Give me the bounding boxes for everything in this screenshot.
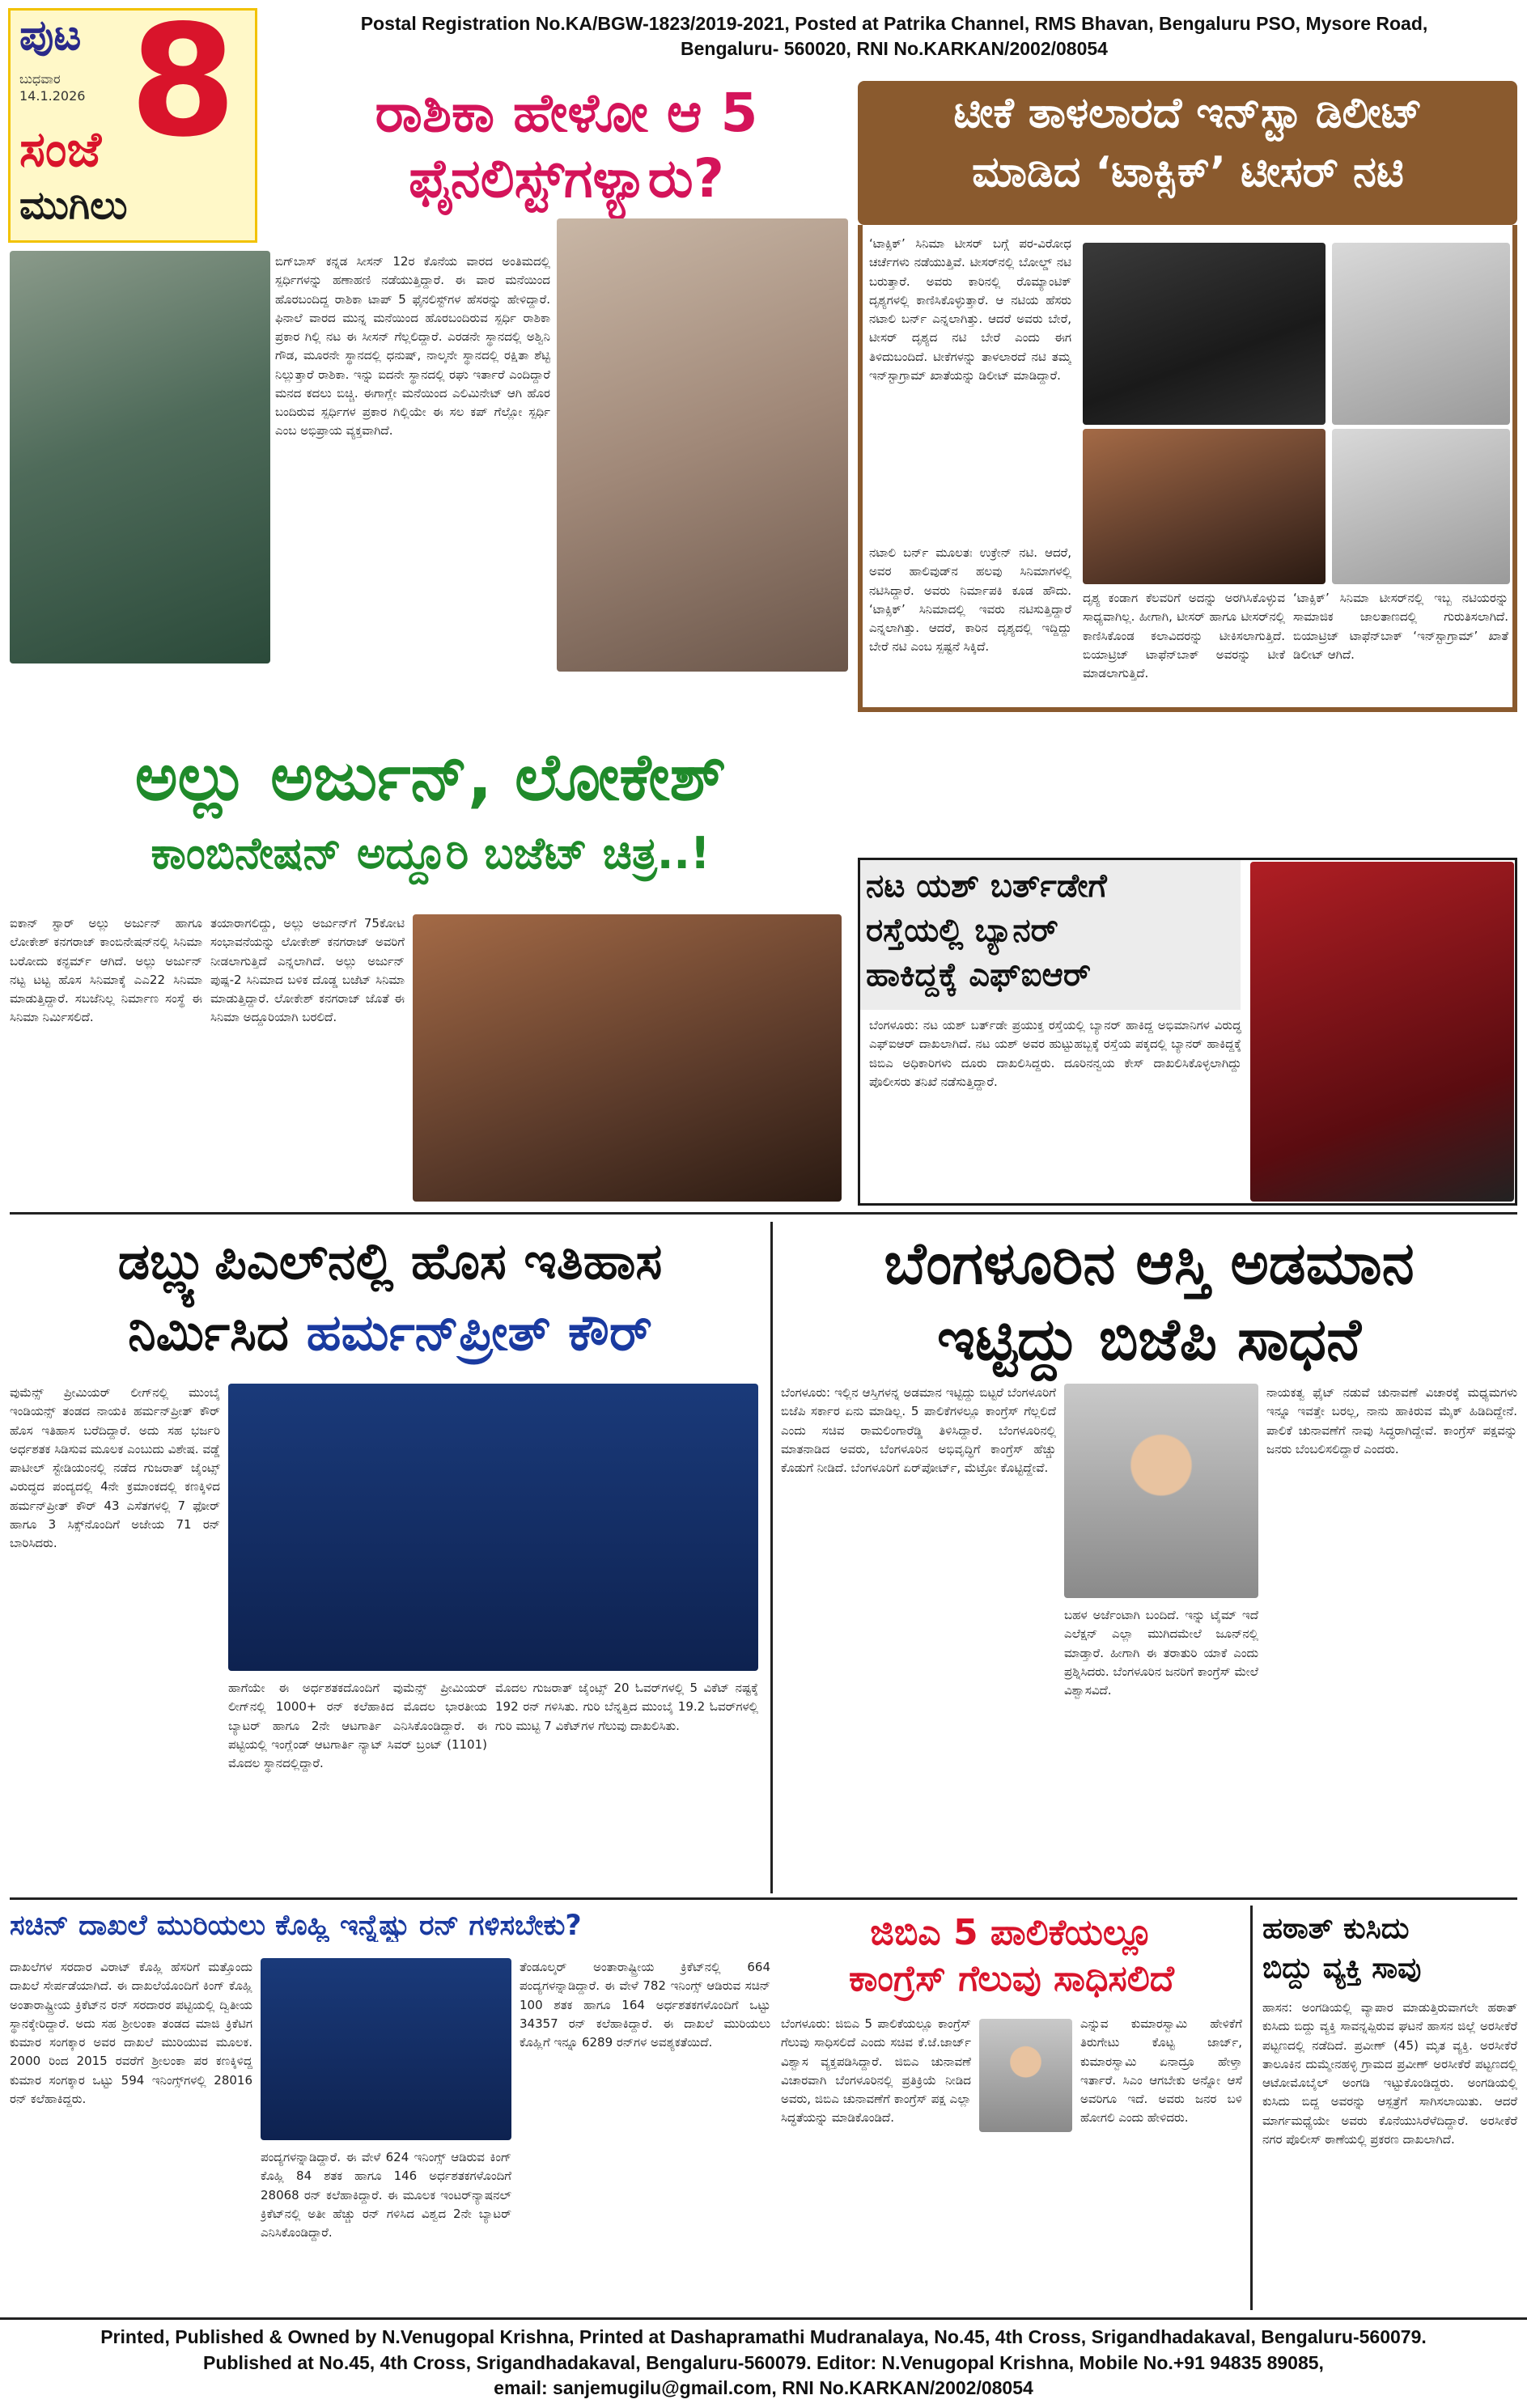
harat-headline-line1: ಹಠಾತ್ ಕುಸಿದು: [1262, 1912, 1410, 1945]
postal-registration: [275, 11, 1513, 61]
rashika-photo-right: [557, 218, 848, 672]
allu-headline-line2: ಕಾಂಬಿನೇಷನ್ ಅದ್ದೂರಿ ಬಜೆಟ್ ಚಿತ್ರ..!: [151, 828, 710, 879]
yash-headline-line2: ರಸ್ತೆಯಲ್ಲಿ ಬ್ಯಾನರ್: [866, 912, 1058, 950]
yash-headline-line3: ಹಾಕಿದ್ದಕ್ಕೆ ಎಫ್‌ಐಆರ್: [866, 956, 1092, 994]
postal-line1: Postal Registration No.KA/BGW-1823/2019-2021, Posted at Patrika Channel, RMS Bhavan, Bengaluru PSO, Mysore Road,: [360, 13, 1428, 34]
toxic-photo-actress3: [1332, 429, 1510, 584]
yash-body: ಬೆಂಗಳೂರು: ನಟ ಯಶ್ ಬರ್ತ್‌ಡೇ ಪ್ರಯುಕ್ತ ರಸ್ತೆಯಲ್ಲಿ ಬ್ಯಾನರ್ ಹಾಕಿದ್ದ ಅಭಿಮಾನಿಗಳ ವಿರುದ್ಧ ಎಫ್‌ಐಆರ್ ದಾಖಲಾಗಿದೆ. ನಟ ಯಶ್ ಅವರ ಹುಟ್ಟುಹಬ್ಬಕ್ಕೆ ರಸ್ತೆಯ ಪಕ್ಕದಲ್ಲಿ ಬ್ಯಾನರ್ ಹಾಕಿದ್ದಕ್ಕೆ ಜಿಬಿಎ ಅಧಿಕಾರಿಗಳು ದೂರು ದಾಖಲಿಸಿದ್ದರು. ದೂರಿನನ್ವಯ ಕೇಸ್ ದಾಖಲಿಸಿಕೊಳ್ಳಲಾಗಿದ್ದು ಪೊಲೀಸರು ತನಿಖೆ ನಡೆಸುತ್ತಿದ್ದಾರೆ.: [869, 1018, 1241, 1089]
wpl-headline-part2: ಹರ್ಮನ್‌ಪ್ರೀತ್ ಕೌರ್: [306, 1303, 652, 1363]
toxic-headline: [864, 84, 1512, 202]
allu-body-col1: ಐಕಾನ್ ಸ್ಟಾರ್ ಅಲ್ಲು ಅರ್ಜುನ್ ಹಾಗೂ ಲೋಕೇಶ್ ಕನಗರಾಜ್ ಕಾಂಬಿನೇಷನ್‌ನಲ್ಲಿ ಸಿನಿಮಾ ಬರೋದು ಕನ್ಫರ್ಮ್ ಆಗಿದೆ. ಅಲ್ಲು ಅರ್ಜುನ್ ನಟ್ಟ ಟಟ್ಟ ಹೊಸ ಸಿನಿಮಾಕ್ಕೆ ಎಎ22 ಸಿನಿಮಾ ಮಾಡುತ್ತಿದ್ದಾರೆ. ಸಬಜೆನಿಲ್ಲ ನಿರ್ಮಾಣ ಸಂಸ್ಥೆ ಈ ಸಿನಿಮಾ ನಿರ್ಮಿಸಲಿದೆ.: [10, 916, 202, 1025]
harat-body: ಹಾಸನ: ಅಂಗಡಿಯಲ್ಲಿ ವ್ಯಾಪಾರ ಮಾಡುತ್ತಿರುವಾಗಲೇ ಹಠಾತ್ ಕುಸಿದು ಬಿದ್ದು ವ್ಯಕ್ತಿ ಸಾವನ್ನಪ್ಪಿರುವ ಘಟನೆ ಹಾಸನ ಜಿಲ್ಲೆ ಅರಸೀಕೆರೆ ಪಟ್ಟಣದಲ್ಲಿ ನಡೆದಿದೆ. ಪ್ರವೀಣ್ (45) ಮೃತ ವ್ಯಕ್ತಿ. ಅರಸೀಕೆರೆ ತಾಲೂಕಿನ ದುಮ್ಮೇನಹಳ್ಳಿ ಗ್ರಾಮದ ಪ್ರವೀಣ್ ಅರಸೀಕೆರೆ ಪಟ್ಟಣದಲ್ಲಿ ಆಟೋಮೊಬೈಲ್ ಅಂಗಡಿ ಇಟ್ಟುಕೊಂಡಿದ್ದರು. ಅಂಗಡಿಯಲ್ಲಿ ಕುಸಿದು ಬಿದ್ದ ಅವರನ್ನು ಆಸ್ಪತ್ರೆಗೆ ಸಾಗಿಸಲಾಯಿತು. ಆದರೆ ಮಾರ್ಗಮಧ್ಯೆಯೇ ಅವರು ಕೊನೆಯುಸಿರೆಳೆದಿದ್ದಾರೆ. ಅರಸೀಕೆರೆ ನಗರ ಪೊಲೀಸ್ ಠಾಣೆಯಲ್ಲಿ ಪ್ರಕರಣ ದಾಖಲಾಗಿದೆ.: [1262, 2000, 1517, 2147]
kohli-body-col2: ಪಂದ್ಯಗಳನ್ನಾಡಿದ್ದಾರೆ. ಈ ವೇಳೆ 624 ಇನಿಂಗ್ಸ್ ಆಡಿರುವ ಕಿಂಗ್ ಕೊಹ್ಲಿ 84 ಶತಕ ಹಾಗೂ 146 ಅರ್ಧಶತಕಗಳೊಂದಿಗೆ 28068 ರನ್ ಕಲೆಹಾಕಿದ್ದಾರೆ. ಈ ಮೂಲಕ ಇಂಟರ್‌ನ್ಯಾಷನಲ್ ಕ್ರಿಕೆಟ್‌ನಲ್ಲಿ ಅತೀ ಹೆಚ್ಚು ರನ್ ಗಳಿಸಿದ ವಿಶ್ವದ 2ನೇ ಬ್ಯಾಟರ್ ಎನಿಸಿಕೊಂಡಿದ್ದಾರೆ.: [261, 2150, 511, 2240]
logo-line2: ಮುಗಿಲು: [19, 183, 128, 228]
allu-headline: [10, 732, 851, 884]
rashika-photo-left: [10, 251, 270, 663]
gba-photo: [979, 2019, 1072, 2132]
page-number: 8: [129, 0, 237, 171]
yash-headline-line1: ನಟ ಯಶ್ ಬರ್ತ್‌ಡೇಗೆ: [866, 867, 1107, 905]
column-divider-lower: [1250, 1906, 1253, 2310]
wpl-headline-part1: ನಿರ್ಮಿಸಿದ: [128, 1303, 289, 1363]
yash-headline: [866, 864, 1238, 998]
wpl-body-col2: ಹಾಗೆಯೇ ಈ ಅರ್ಧಶತಕದೊಂದಿಗೆ ವುಮೆನ್ಸ್ ಪ್ರೀಮಿಯರ್ ಲೀಗ್‌ನಲ್ಲಿ 1000+ ರನ್ ಕಲೆಹಾಕಿದ ಮೊದಲ ಭಾರತೀಯ ಬ್ಯಾಟರ್ ಹಾಗೂ 2ನೇ ಆಟಗಾರ್ತಿ ಎನಿಸಿಕೊಂಡಿದ್ದಾರೆ. ಈ ಪಟ್ಟಿಯಲ್ಲಿ ಇಂಗ್ಲೆಂಡ್ ಆಟಗಾರ್ತಿ ನ್ಯಾಟ್ ಸಿವರ್ ಬ್ರಂಟ್ (1101) ಮೊದಲ ಸ್ಥಾನದಲ್ಲಿದ್ದಾರೆ.: [228, 1681, 487, 1770]
wpl-headline: [10, 1226, 770, 1368]
wpl-headline-line1: ಡಬ್ಲ್ಯುಪಿಎಲ್‌ನಲ್ಲಿ ಹೊಸ ಇತಿಹಾಸ: [117, 1232, 663, 1291]
harat-headline-line2: ಬಿದ್ದು ವ್ಯಕ್ತಿ ಸಾವು: [1262, 1951, 1422, 1985]
footer-line2: Published at No.45, 4th Cross, Srigandhadakaval, Bengaluru-560079. Editor: N.Venugopal Krishna, Mobile No.+91 94835 89085,: [203, 2351, 1324, 2373]
toxic-photo-actor: [1083, 243, 1326, 425]
wpl-headline-line2: [10, 1297, 770, 1368]
rashika-body: ಬಿಗ್‌ಬಾಸ್ ಕನ್ನಡ ಸೀಸನ್ 12ರ ಕೊನೆಯ ವಾರದ ಅಂತಿಮದಲ್ಲಿ ಸ್ಪರ್ಧಿಗಳನ್ನು ಹಣಾಹಣಿ ನಡೆಯುತ್ತಿದ್ದಾರೆ. ಈ ವಾರ ಮನೆಯಿಂದ ಹೊರಬಂದಿದ್ದ ರಾಶಿಕಾ ಟಾಪ್ 5 ಫೈನಲಿಸ್ಟ್‌ಗಳ ಹೆಸರನ್ನು ಹೇಳಿದ್ದಾರೆ. ಫಿನಾಲೆ ವಾರದ ಮುನ್ನ ಮನೆಯಿಂದ ಹೊರಬಂದಿರುವ ಸ್ಪರ್ಧಿ ರಾಶಿಕಾ ಪ್ರಕಾರ ಗಿಲ್ಲಿ ನಟ ಈ ಸೀಸನ್ ಗೆಲ್ಲಲಿದ್ದಾರೆ. ಎರಡನೇ ಸ್ಥಾನದಲ್ಲಿ ಅಶ್ವಿನಿ ಗೌಡ, ಮೂರನೇ ಸ್ಥಾನದಲ್ಲಿ ಧನುಷ್, ನಾಲ್ಕನೇ ಸ್ಥಾನದಲ್ಲಿ ರಕ್ಷಿತಾ ಶೆಟ್ಟಿ ನಿಲ್ಲುತ್ತಾರೆ ರಾಶಿಕಾ. ಇನ್ನು ಐದನೇ ಸ್ಥಾನದಲ್ಲಿ ರಘು ಇರ್ತಾರೆ ಎಂದಿದ್ದಾರೆ ಮನದ ಕದಲು ಬಿಚ್ಚಿ. ಈಗಾಗ್ಲೇ ಮನೆಯಿಂದ ಎಲಿಮಿನೇಟ್ ಆಗಿ ಹೊರ ಬಂದಿರುವ ಸ್ಪರ್ಧಿಗಳ ಪ್ರಕಾರ ಗಿಲ್ಲಿಯೇ ಈ ಸಲ ಕಪ್ ಗೆಲ್ಲೋ ಸ್ಪರ್ಧಿ ಎಂಬ ಅಭಿಪ್ರಾಯ ವ್ಯಕ್ತವಾಗಿದೆ.: [275, 254, 550, 439]
section-divider: [10, 1212, 1517, 1215]
kohli-photo: [261, 1958, 511, 2140]
harat-headline: [1262, 1910, 1517, 1988]
bengaluru-photo: [1064, 1384, 1258, 1598]
bengaluru-body-col2: ಬಹಳ ಅರ್ಜೆಂಟಾಗಿ ಬಂದಿದೆ. ಇನ್ನು ಟೈಮ್ ಇದೆ ಎಲೆಕ್ಷನ್ ಎಲ್ಲಾ ಮುಗಿದಮೇಲೆ ಜೂನ್‌ನಲ್ಲಿ ಮಾಡ್ತಾರೆ. ಹೀಗಾಗಿ ಈ ತರಾತುರಿ ಯಾಕೆ ಎಂದು ಪ್ರಶ್ನಿಸಿದರು. ಬೆಂಗಳೂರಿನ ಜನರಿಗೆ ಕಾಂಗ್ರೆಸ್ ಮೇಲೆ ವಿಶ್ವಾಸವಿದೆ.: [1064, 1608, 1258, 1698]
bengaluru-body-col1: ಬೆಂಗಳೂರು: ಇಲ್ಲಿನ ಆಸ್ತಿಗಳನ್ನ ಅಡಮಾನ ಇಟ್ಟಿದ್ದು ಬಿಟ್ಟರೆ ಬೆಂಗಳೂರಿಗೆ ಬಿಜೆಪಿ ಸರ್ಕಾರ ಏನು ಮಾಡಿಲ್ಲ. 5 ಪಾಲಿಕೆಗಳಲ್ಲೂ ಕಾಂಗ್ರೆಸ್ ಗೆಲ್ಲಲಿದೆ ಎಂದು ಸಚಿವ ರಾಮಲಿಂಗಾರೆಡ್ಡಿ ತಿಳಿಸಿದ್ದಾರೆ. ಬೆಂಗಳೂರಿನಲ್ಲಿ ಮಾತನಾಡಿದ ಅವರು, ಬೆಂಗಳೂರಿನ ಅಭಿವೃದ್ಧಿಗೆ ಕಾಂಗ್ರೆಸ್ ಹೆಚ್ಚು ಕೊಡುಗೆ ನೀಡಿದೆ. ಬೆಂಗಳೂರಿಗೆ ಏರ್‌ಪೋರ್ಟ್, ಮೆಟ್ರೋ ಕೊಟ್ಟಿದ್ದೇವೆ.: [781, 1385, 1056, 1475]
toxic-body-col4: ‘ಟಾಕ್ಸಿಕ್’ ಸಿನಿಮಾ ಟೀಸರ್‌ನಲ್ಲಿ ಇಬ್ಬ ನಟಿಯರನ್ನು ಸಾಮಾಜಿಕ ಜಾಲತಾಣದಲ್ಲಿ ಗುರುತಿಸಲಾಗಿದೆ. ಬಿಯಾಟ್ರಿಜ್ ಟಾಫೆನ್‌ಬಾಕ್ ‘ಇನ್‌ಸ್ಟಾಗ್ರಾಮ್’ ಖಾತೆ ಡಿಲೀಟ್ ಆಗಿದೆ.: [1293, 591, 1508, 662]
imprint-footer: [0, 2317, 1527, 2408]
dateline: [19, 71, 85, 105]
wpl-body-col1: ವುಮೆನ್ಸ್ ಪ್ರೀಮಿಯರ್ ಲೀಗ್‌ನಲ್ಲಿ ಮುಂಬೈ ಇಂಡಿಯನ್ಸ್ ತಂಡದ ನಾಯಕಿ ಹರ್ಮನ್‌ಪ್ರೀತ್ ಕೌರ್ ಹೊಸ ಇತಿಹಾಸ ಬರೆದಿದ್ದಾರೆ. ಅದು ಸಹ ಭರ್ಜರಿ ಅರ್ಧಶತಕ ಸಿಡಿಸುವ ಮೂಲಕ ಎಂಬುದು ವಿಶೇಷ. ವಡ್ಡೆ ಪಾಟೀಲ್ ಸ್ಟೇಡಿಯಂನಲ್ಲಿ ನಡೆದ ಗುಜರಾತ್ ಜೈಂಟ್ಸ್ ವಿರುದ್ಧದ ಪಂದ್ಯದಲ್ಲಿ 4ನೇ ಕ್ರಮಾಂಕದಲ್ಲಿ ಕಣಕ್ಕಿಳಿದ ಹರ್ಮನ್‌ಪ್ರೀತ್ ಕೌರ್ 43 ಎಸೆತಗಳಲ್ಲಿ 7 ಫೋರ್ ಹಾಗೂ 3 ಸಿಕ್ಸ್‌ನೊಂದಿಗೆ ಅಜೇಯ 71 ರನ್ ಬಾರಿಸಿದರು.: [10, 1385, 220, 1550]
wpl-body-col3: ಮೊದಲ ಗುಜರಾತ್ ಜೈಂಟ್ಸ್ 20 ಓವರ್‌ಗಳಲ್ಲಿ 5 ವಿಕೆಟ್ ನಷ್ಟಕ್ಕೆ 192 ರನ್ ಗಳಿಸಿತು. ಗುರಿ ಬೆನ್ನತ್ತಿದ ಮುಂಬೈ 19.2 ಓವರ್‌ಗಳಲ್ಲಿ ಗುರಿ ಮುಟ್ಟಿ 7 ವಿಕೆಟ್‌ಗಳ ಗೆಲುವು ದಾಖಲಿಸಿತು.: [495, 1681, 758, 1733]
postal-line2: Bengaluru- 560020, RNI No.KARKAN/2002/08054: [681, 38, 1108, 60]
kohli-body-col3: ತೆಂಡೂಲ್ಕರ್ ಅಂತಾರಾಷ್ಟ್ರೀಯ ಕ್ರಿಕೆಟ್‌ನಲ್ಲಿ 664 ಪಂದ್ಯಗಳನ್ನಾಡಿದ್ದಾರೆ. ಈ ವೇಳೆ 782 ಇನಿಂಗ್ಸ್ ಆಡಿರುವ ಸಚಿನ್ 100 ಶತಕ ಹಾಗೂ 164 ಅರ್ಧಶತಕಗಳೊಂದಿಗೆ ಒಟ್ಟು 34357 ರನ್ ಕಲೆಹಾಕಿದ್ದಾರೆ. ಈ ದಾಖಲೆ ಮುರಿಯಲು ಕೊಹ್ಲಿಗೆ ಇನ್ನೂ 6289 ರನ್‌ಗಳ ಅವಶ್ಯಕತೆಯಿದೆ.: [520, 1960, 770, 2050]
logo-line1: ಸಂಜೆ: [19, 121, 102, 178]
gba-headline: [781, 1910, 1242, 2002]
toxic-headline-line2: ಮಾಡಿದ ‘ಟಾಕ್ಸಿಕ್’ ಟೀಸರ್ ನಟಿ: [972, 147, 1404, 197]
rashika-headline: [267, 81, 866, 211]
allu-body-col2: ತಯಾರಾಗಲಿದ್ದು, ಅಲ್ಲು ಅರ್ಜುನ್‌ಗೆ 75ಕೋಟಿ ಸಂಭಾವನೆಯನ್ನು ಲೋಕೇಶ್ ಕನಗರಾಜ್ ಅವರಿಗೆ ನೀಡಲಾಗುತ್ತಿದೆ ಎನ್ನಲಾಗಿದೆ. ಅಲ್ಲು ಅರ್ಜುನ್ ಪುಷ್ಪ-2 ಸಿನಿಮಾದ ಬಳಿಕ ದೊಡ್ಡ ಬಜೆಟ್ ಸಿನಿಮಾ ಮಾಡುತ್ತಿದ್ದಾರೆ. ಲೋಕೇಶ್ ಕನಗರಾಜ್ ಜೊತೆ ಈ ಸಿನಿಮಾ ಅದ್ದೂರಿಯಾಗಿ ಬರಲಿದೆ.: [210, 916, 405, 1025]
column-divider: [770, 1222, 773, 1893]
toxic-headline-line1: ಟೀಕೆ ತಾಳಲಾರದೆ ಇನ್‌ಸ್ಟಾ ಡಿಲೀಟ್: [953, 89, 1423, 138]
kohli-headline: ಸಚಿನ್ ದಾಖಲೆ ಮುರಿಯಲು ಕೊಹ್ಲಿ ಇನ್ನೆಷ್ಟು ರನ್ ಗಳಿಸಬೇಕು?: [10, 1910, 582, 1942]
section-divider-lower: [10, 1897, 1517, 1900]
day: ಬುಧವಾರ: [19, 71, 61, 87]
allu-photo: [413, 914, 842, 1202]
yash-photo: [1250, 862, 1514, 1202]
gba-body-col2: ಎನ್ನುವ ಕುಮಾರಸ್ವಾಮಿ ಹೇಳಿಕೆಗೆ ತಿರುಗೇಟು ಕೊಟ್ಟ ಜಾರ್ಜ್, ಕುಮಾರಸ್ವಾಮಿ ಏನಾದ್ರೂ ಹೇಳ್ತಾ ಇರ್ತಾರೆ. ಸಿಎಂ ಆಗಬೇಕು ಅನ್ನೋ ಆಸೆ ಅವರಿಗೂ ಇದೆ. ಅವರು ಜನರ ಬಳಿ ಹೋಗಲಿ ಎಂದು ಹೇಳಿದರು.: [1080, 2016, 1242, 2126]
allu-headline-line1: ಅಲ್ಲು ಅರ್ಜುನ್, ಲೋಕೇಶ್: [134, 740, 727, 815]
kohli-body-col1: ದಾಖಲೆಗಳ ಸರದಾರ ವಿರಾಟ್ ಕೊಹ್ಲಿ ಹೆಸರಿಗೆ ಮತ್ತೊಂದು ದಾಖಲೆ ಸೇರ್ಪಡೆಯಾಗಿದೆ. ಈ ದಾಖಲೆಯೊಂದಿಗೆ ಕಿಂಗ್ ಕೊಹ್ಲಿ ಅಂತಾರಾಷ್ಟ್ರೀಯ ಕ್ರಿಕೆಟ್‌ನ ರನ್ ಸರದಾರರ ಪಟ್ಟಿಯಲ್ಲಿ ದ್ವಿತೀಯ ಸ್ಥಾನಕ್ಕೇರಿದ್ದಾರೆ. ಅದು ಸಹ ಶ್ರೀಲಂಕಾ ತಂಡದ ಮಾಜಿ ಕ್ರಿಕೆಟಿಗ ಕುಮಾರ ಸಂಗಕ್ಕಾರ ಅವರ ದಾಖಲೆ ಮುರಿಯುವ ಮೂಲಕ. 2000 ರಿಂದ 2015 ರವರೆಗೆ ಶ್ರೀಲಂಕಾ ಪರ ಕಣಕ್ಕಿಳಿದ್ದ ಕುಮಾರ ಸಂಗಕ್ಕಾರ ಒಟ್ಟು 594 ಇನಿಂಗ್ಸ್‌ಗಳಲ್ಲಿ 28016 ರನ್ ಕಲೆಹಾಕಿದ್ದರು.: [10, 1960, 252, 2106]
date: 14.1.2026: [19, 87, 86, 104]
bengaluru-body-col3: ನಾಯಕತ್ವ ಫೈಟ್ ನಡುವೆ ಚುನಾವಣೆ ವಿಚಾರಕ್ಕೆ ಮಧ್ಯಮಗಳು ಇನ್ನೂ ಇವತ್ತೇ ಬರಲ್ಲ, ನಾನು ಹಾಕಿರುವ ಮೈಕ್ ಹಿಡಿದಿದ್ದೇನೆ. ಪಾಲಿಕೆ ಚುನಾವಣೆಗೆ ನಾವು ಸಿದ್ಧರಾಗಿದ್ದೇವೆ. ಕಾಂಗ್ರೆಸ್ ಪಕ್ಷವನ್ನು ಜನರು ಬೆಂಬಲಿಸಲಿದ್ದಾರೆ ಎಂದರು.: [1266, 1385, 1517, 1456]
rashika-headline-line2: ಫೈನಲಿಸ್ಟ್‌ಗಳ್ಯಾರು?: [409, 146, 724, 210]
bengaluru-headline-line2: ಇಟ್ಟಿದ್ದು ಬಿಜೆಪಿ ಸಾಧನೆ: [937, 1304, 1361, 1373]
footer-line1: Printed, Published & Owned by N.Venugopal Krishna, Printed at Dashapramathi Mudranalaya, No.45, 4th Cross, Srigandhadakaval, Bengaluru-560079.: [100, 2326, 1427, 2347]
bengaluru-headline-line1: ಬೆಂಗಳೂರಿನ ಆಸ್ತಿ ಅಡಮಾನ: [884, 1229, 1415, 1297]
toxic-body-col2: ನಟಾಲಿ ಬರ್ನ್ ಮೂಲತಃ ಉಕ್ರೇನ್ ನಟಿ. ಆದರೆ, ಅವರ ಹಾಲಿವುಡ್‌ನ ಹಲವು ಸಿನಿಮಾಗಳಲ್ಲಿ ನಟಿಸಿದ್ದಾರೆ. ಅವರು ನಿರ್ಮಾಪಕಿ ಕೂಡ ಹೌದು. ‘ಟಾಕ್ಸಿಕ್’ ಸಿನಿಮಾದಲ್ಲಿ ಇವರು ನಟಿಸುತ್ತಿದ್ದಾರೆ ಎನ್ನಲಾಗಿತ್ತು. ಆದರೆ, ಕಾರಿನ ದೃಶ್ಯದಲ್ಲಿ ಇದ್ದಿದ್ದು ಬೇರೆ ನಟಿ ಎಂಬ ಸ್ಪಷ್ಟನೆ ಸಿಕ್ಕಿದೆ.: [869, 545, 1071, 655]
toxic-photo-actress1: [1332, 243, 1510, 425]
page-label: ಪುಟ: [19, 11, 82, 60]
toxic-photo-actress2: [1083, 429, 1326, 584]
toxic-body-col1: ‘ಟಾಕ್ಸಿಕ್’ ಸಿನಿಮಾ ಟೀಸರ್ ಬಗ್ಗೆ ಪರ-ವಿರೋಧ ಚರ್ಚೆಗಳು ನಡೆಯುತ್ತಿವೆ. ಟೀಸರ್‌ನಲ್ಲಿ ಬೋಲ್ಡ್ ನಟಿ ಬರುತ್ತಾರೆ. ಅವರು ಕಾರಿನಲ್ಲಿ ರೊಮ್ಯಾಂಟಿಕ್ ದೃಶ್ಯಗಳಲ್ಲಿ ಕಾಣಿಸಿಕೊಳ್ಳುತ್ತಾರೆ. ಆ ನಟಿಯ ಹೆಸರು ನಟಾಲಿ ಬರ್ನ್ ಎನ್ನಲಾಗಿತ್ತು. ಆದರೆ ಅವರು ಬೇರೆ, ಟೀಸರ್ ದೃಶ್ಯದ ನಟಿ ಬೇರೆ ಎಂದು ಈಗ ತಿಳಿದುಬಂದಿದೆ. ಟೀಕೆಗಳನ್ನು ತಾಳಲಾರದೆ ನಟಿ ತಮ್ಮ ಇನ್‌ಸ್ಟಾಗ್ರಾಮ್ ಖಾತೆಯನ್ನು ಡಿಲೀಟ್ ಮಾಡಿದ್ದಾರೆ.: [869, 236, 1071, 383]
gba-headline-line2: ಕಾಂಗ್ರೆಸ್ ಗೆಲುವು ಸಾಧಿಸಲಿದೆ: [849, 1958, 1174, 2000]
toxic-body-col3: ದೃಶ್ಯ ಕಂಡಾಗ ಕೆಲವರಿಗೆ ಅದನ್ನು ಅರಗಿಸಿಕೊಳ್ಳುವ ಸಾಧ್ಯವಾಗಿಲ್ಲ. ಹೀಗಾಗಿ, ಟೀಸರ್ ಹಾಗೂ ಟೀಸರ್‌ನಲ್ಲಿ ಕಾಣಿಸಿಕೊಂಡ ಕಲಾವಿದರನ್ನು ಟೀಕಿಸಲಾಗುತ್ತಿದೆ. ಬಿಯಾಟ್ರಿಜ್ ಟಾಫೆನ್‌ಬಾಕ್ ಅವರನ್ನು ಟೀಕೆ ಮಾಡಲಾಗುತ್ತಿದೆ.: [1083, 591, 1285, 680]
gba-headline-line1: ಜಿಬಿಎ 5 ಪಾಲಿಕೆಯಲ್ಲೂ: [870, 1912, 1153, 1953]
rashika-headline-line1: ರಾಶಿಕಾ ಹೇಳೋ ಆ 5: [375, 82, 758, 144]
footer-line3: email: sanjemugilu@gmail.com, RNI No.KARKAN/2002/08054: [494, 2377, 1033, 2399]
wpl-photo: [228, 1384, 758, 1671]
bengaluru-headline: [781, 1226, 1517, 1377]
gba-body-col1: ಬೆಂಗಳೂರು: ಜಿಬಿಎ 5 ಪಾಲಿಕೆಯಲ್ಲೂ ಕಾಂಗ್ರೆಸ್ ಗೆಲುವು ಸಾಧಿಸಲಿದೆ ಎಂದು ಸಚಿವ ಕೆ.ಜೆ.ಜಾರ್ಜ್ ವಿಶ್ವಾಸ ವ್ಯಕ್ತಪಡಿಸಿದ್ದಾರೆ. ಜಿಬಿಎ ಚುನಾವಣೆ ವಿಚಾರವಾಗಿ ಬೆಂಗಳೂರಿನಲ್ಲಿ ಪ್ರತಿಕ್ರಿಯೆ ನೀಡಿದ ಅವರು, ಜಿಬಿಎ ಚುನಾವಣೆಗೆ ಕಾಂಗ್ರೆಸ್ ಪಕ್ಷ ಎಲ್ಲಾ ಸಿದ್ಧತೆಯನ್ನು ಮಾಡಿಕೊಂಡಿದೆ.: [781, 2016, 971, 2126]
